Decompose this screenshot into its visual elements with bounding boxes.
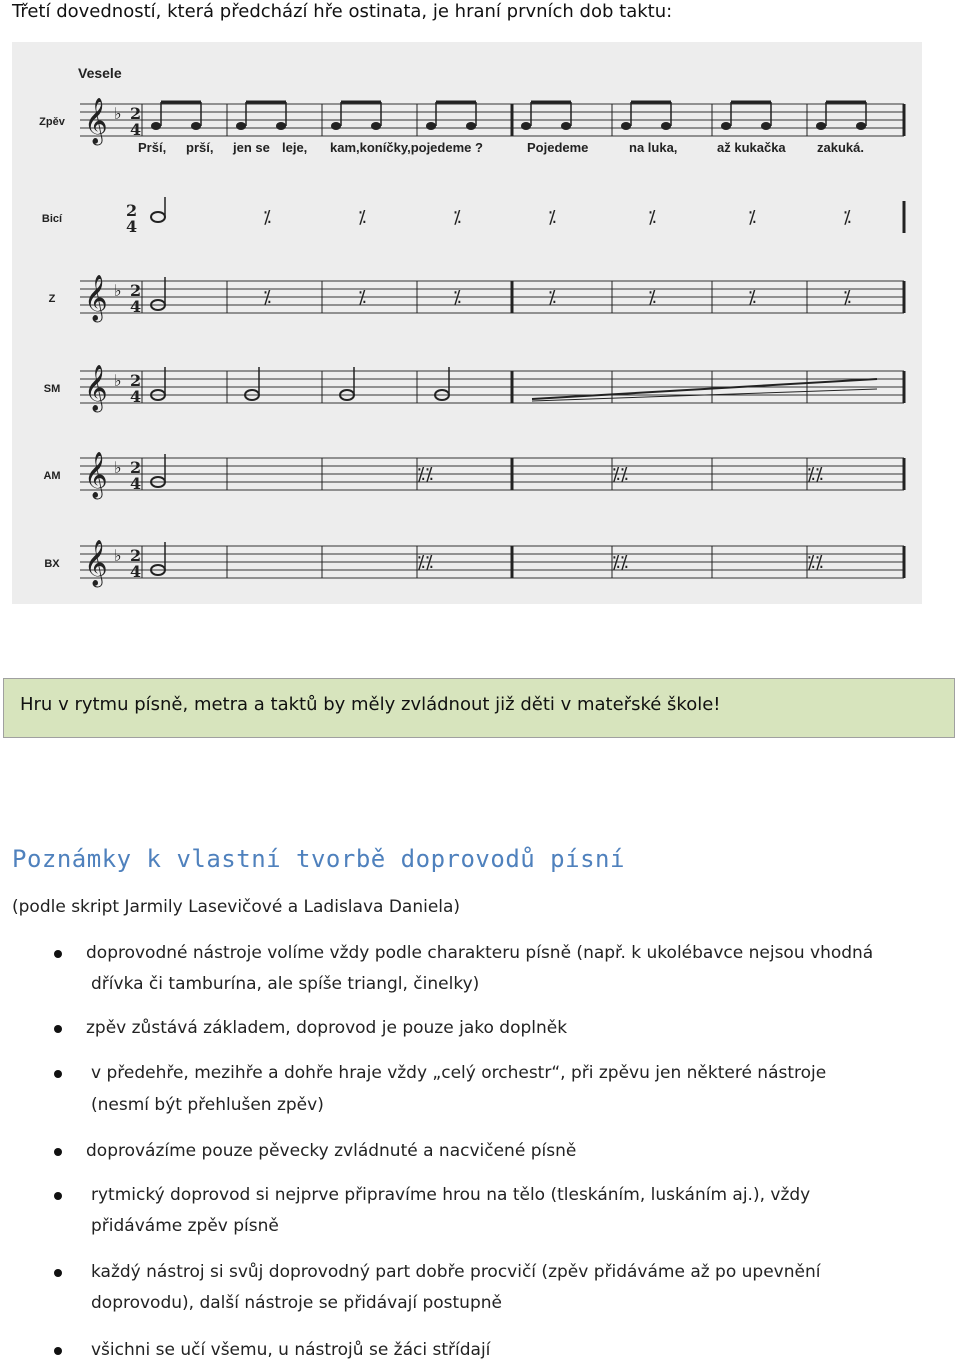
measure-repeat-icon: ⁒ (647, 287, 657, 308)
time-signature-bottom: 4 (130, 562, 142, 581)
flat-icon: ♭ (114, 281, 122, 300)
time-signature-top: 2 (130, 371, 142, 390)
bullet-dot (54, 1148, 62, 1156)
time-signature-bottom: 4 (130, 120, 142, 139)
bullet-dot (54, 1070, 62, 1078)
time-signature-bottom: 4 (130, 297, 142, 316)
callout-box (3, 678, 955, 738)
note-head (426, 122, 436, 130)
half-note (151, 212, 165, 222)
measure-repeat-icon: ⁒ (547, 207, 557, 228)
two-measure-repeat-icon: ⁒⁒ (806, 464, 824, 485)
note-head (561, 122, 571, 130)
treble-clef-icon: 𝄞 (84, 365, 108, 411)
bullet-dot (54, 1192, 62, 1200)
lyric-syllable: Pojedeme (527, 140, 589, 155)
lyric-syllable: zakuká. (817, 140, 864, 155)
flat-icon: ♭ (114, 546, 122, 565)
staff-label: Bicí (41, 213, 63, 225)
bullet-line: doprovázíme pouze pěvecky zvládnuté a nacvičené písně (86, 1141, 577, 1161)
bullet-line: dřívka či tamburína, ale spíše triangl, činelky) (91, 974, 480, 994)
tempo-marking: Vesele (78, 65, 122, 81)
section-heading: Poznámky k vlastní tvorbě doprovodů písní (12, 845, 625, 873)
two-measure-repeat-icon: ⁒⁒ (611, 464, 629, 485)
two-measure-repeat-icon: ⁒⁒ (416, 552, 434, 573)
lyric-syllable: leje, (282, 140, 308, 155)
intro-text: Třetí dovedností, která předchází hře ostinata, je hraní prvních dob taktu: (12, 1, 673, 22)
music-score (12, 42, 922, 604)
measure-repeat-icon: ⁒ (357, 207, 367, 228)
treble-clef-icon: 𝄞 (84, 540, 108, 586)
two-measure-repeat-icon: ⁒⁒ (611, 552, 629, 573)
note-head (236, 122, 246, 130)
bullet-line: doprovodné nástroje volíme vždy podle charakteru písně (např. k ukolébavce nejsou vhodná (86, 943, 874, 963)
lyric-syllable: Prší, (138, 140, 167, 155)
lyric-syllable: na luka, (629, 140, 678, 155)
two-measure-repeat-icon: ⁒⁒ (416, 464, 434, 485)
treble-clef-icon: 𝄞 (84, 452, 108, 498)
measure-repeat-icon: ⁒ (842, 207, 852, 228)
two-measure-repeat-icon: ⁒⁒ (806, 552, 824, 573)
staff-label: AM (43, 470, 61, 482)
note-head (816, 122, 826, 130)
section-subtitle: (podle skript Jarmily Lasevičové a Ladislava Daniela) (12, 897, 461, 917)
bullet-line: přidáváme zpěv písně (91, 1216, 279, 1236)
music-score-image (12, 42, 922, 604)
bullet-dot (54, 950, 62, 958)
measure-repeat-icon: ⁒ (262, 207, 272, 228)
bullet-line: rytmický doprovod si nejprve připravíme hrou na tělo (tleskáním, luskáním aj.), vždy (91, 1185, 811, 1205)
lyric-syllable: prší, (186, 140, 214, 155)
note-head (371, 122, 381, 130)
note-head (856, 122, 866, 130)
time-signature-top: 2 (130, 458, 142, 477)
staff-label: Z (48, 293, 56, 305)
measure-repeat-icon: ⁒ (647, 207, 657, 228)
glissando-line (532, 379, 877, 399)
bullet-line: (nesmí být přehlušen zpěv) (91, 1095, 324, 1115)
staff-label: Zpěv (39, 116, 65, 128)
time-signature-bottom: 4 (126, 217, 138, 236)
note-head (761, 122, 771, 130)
lyric-syllable: až kukačka (717, 140, 786, 155)
note-head (521, 122, 531, 130)
measure-repeat-icon: ⁒ (452, 287, 462, 308)
bullet-line: v předehře, mezihře a dohře hraje vždy „celý orchestr“, při zpěvu jen některé nástroje (91, 1063, 827, 1083)
measure-repeat-icon: ⁒ (547, 287, 557, 308)
treble-clef-icon: 𝄞 (84, 98, 108, 144)
callout-text: Hru v rytmu písně, metra a taktů by měly zvládnout již děti v mateřské škole! (20, 694, 721, 715)
time-signature-top: 2 (126, 201, 138, 220)
time-signature-top: 2 (130, 104, 142, 123)
note-head (466, 122, 476, 130)
time-signature-bottom: 4 (130, 387, 142, 406)
note-head (191, 122, 201, 130)
measure-repeat-icon: ⁒ (357, 287, 367, 308)
note-head (621, 122, 631, 130)
staff-label: BX (44, 558, 60, 570)
bullet-line: všichni se učí všemu, u nástrojů se žáci střídají (91, 1340, 491, 1360)
measure-repeat-icon: ⁒ (842, 287, 852, 308)
lyric-syllable: kam,koníčky,pojedeme ? (330, 140, 483, 155)
time-signature-top: 2 (130, 281, 142, 300)
measure-repeat-icon: ⁒ (747, 207, 757, 228)
measure-repeat-icon: ⁒ (452, 207, 462, 228)
treble-clef-icon: 𝄞 (84, 275, 108, 321)
bullet-dot (54, 1025, 62, 1033)
note-head (721, 122, 731, 130)
bullet-dot (54, 1347, 62, 1355)
note-head (151, 122, 161, 130)
measure-repeat-icon: ⁒ (747, 287, 757, 308)
bullet-line: doprovodu), další nástroje se přidávají postupně (91, 1293, 502, 1313)
note-head (331, 122, 341, 130)
time-signature-top: 2 (130, 546, 142, 565)
bullet-line: každý nástroj si svůj doprovodný part dobře procvičí (zpěv přidáváme až po upevnění (91, 1262, 821, 1282)
flat-icon: ♭ (114, 104, 122, 123)
bullet-dot (54, 1269, 62, 1277)
lyric-syllable: jen se (233, 140, 270, 155)
bullet-line: zpěv zůstává základem, doprovod je pouze jako doplněk (86, 1018, 568, 1038)
time-signature-bottom: 4 (130, 474, 142, 493)
note-head (661, 122, 671, 130)
flat-icon: ♭ (114, 371, 122, 390)
measure-repeat-icon: ⁒ (262, 287, 272, 308)
note-head (276, 122, 286, 130)
staff-label: SM (43, 383, 61, 395)
flat-icon: ♭ (114, 458, 122, 477)
